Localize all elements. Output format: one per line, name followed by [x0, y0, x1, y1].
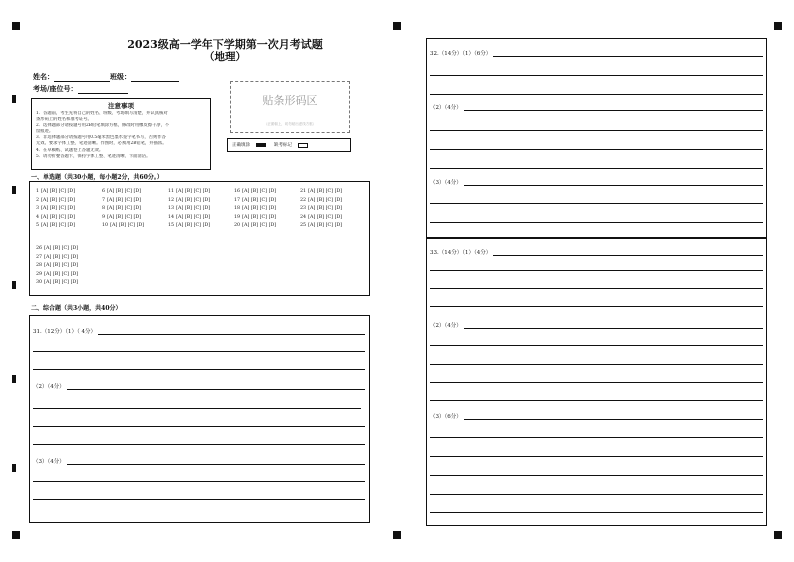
- correct-fill-label: 正确填涂: [232, 143, 250, 148]
- choice-options[interactable]: [A] [B] [C] [D]: [176, 206, 211, 212]
- notice-line: 2．选择题部分请按题号用2B铅笔填涂方框，修改时用橡皮擦干净，不: [36, 123, 170, 129]
- question-number: 17: [234, 197, 241, 203]
- choice-question-6[interactable]: [102, 188, 168, 197]
- answer-line[interactable]: [430, 94, 763, 95]
- answer-line[interactable]: [493, 250, 763, 256]
- answer-line[interactable]: [430, 168, 763, 169]
- q33-part2-label: （2）（4分）: [430, 323, 462, 329]
- corner-mark-top-left: [12, 22, 20, 30]
- choice-options[interactable]: [A] [B] [C] [D]: [308, 189, 343, 194]
- question-number: 10: [102, 223, 109, 229]
- barcode-label: 贴条形码区: [262, 94, 318, 107]
- choice-options[interactable]: [A] [B] [C] [D]: [308, 214, 343, 220]
- question-number: 19: [234, 214, 241, 220]
- q31-part2-label: （2）（4分）: [33, 384, 65, 390]
- notice-line: 3．非选择题部分请按题号用0.5毫米黑色墨水签字笔书写，否则作答: [36, 135, 166, 141]
- choice-question-1[interactable]: [36, 188, 102, 197]
- q32-part2-label: （2）（4分）: [430, 105, 462, 111]
- timing-mark: [12, 375, 16, 383]
- notice-line: 条形码上的姓名和准考证号。: [36, 117, 92, 123]
- notice-line: 1．答题前，考生先将自己的姓名、班级、考场填写清楚，并认真核对: [36, 111, 168, 116]
- q32-part2-header: [430, 103, 763, 111]
- choice-question-8[interactable]: [102, 205, 168, 214]
- choice-options[interactable]: [A] [B] [C] [D]: [242, 214, 277, 220]
- choice-question-16[interactable]: [234, 188, 300, 197]
- choice-question-5[interactable]: [36, 222, 102, 231]
- question-number: 1: [36, 189, 40, 194]
- answer-line[interactable]: [33, 481, 365, 482]
- q33-part2-header: [430, 321, 763, 329]
- room-seat-field[interactable]: [78, 85, 128, 94]
- choice-question-25[interactable]: [300, 222, 366, 231]
- choice-options[interactable]: [A] [B] [C] [D]: [41, 197, 76, 203]
- choice-question-28[interactable]: [36, 262, 102, 271]
- name-class-row: [33, 72, 179, 82]
- choice-question-7[interactable]: [102, 197, 168, 206]
- corner-mark-bottom-left: [12, 531, 20, 539]
- notice-title: 注意事项: [108, 102, 134, 110]
- answer-line[interactable]: [33, 426, 365, 427]
- answer-line[interactable]: [430, 345, 763, 346]
- notice-line: 5．请勿折叠答题卡，保持字体工整、笔迹清晰、卡面清洁。: [36, 153, 151, 159]
- notice-line: 无效。要求字体工整、笔迹清晰。作图时，必须用2B铅笔，并描浓。: [36, 141, 167, 147]
- choice-question-18[interactable]: [234, 205, 300, 214]
- barcode-hint: （正面朝上，切勿贴出虚线方框）: [263, 122, 317, 126]
- timing-mark: [12, 281, 16, 289]
- q32-part3-label: （3）（4分）: [430, 180, 462, 186]
- choice-options[interactable]: [A] [B] [C] [D]: [44, 271, 79, 277]
- timing-mark: [12, 186, 16, 194]
- answer-line[interactable]: [33, 408, 361, 409]
- timing-mark: [12, 95, 16, 103]
- question-number: 23: [300, 206, 307, 212]
- notice-line: 4．在草稿纸、试题卷上答题无效。: [36, 147, 104, 153]
- answer-line[interactable]: [430, 456, 763, 457]
- q33-part1-header: [430, 248, 763, 256]
- choice-question-30[interactable]: [36, 279, 102, 288]
- choice-options[interactable]: [A] [B] [C] [D]: [107, 214, 142, 220]
- question-number: 6: [102, 189, 106, 194]
- choice-question-19[interactable]: [234, 214, 300, 223]
- q32-part3-header: [430, 178, 763, 186]
- q32-answer-box: [426, 38, 767, 238]
- q31-part1-header: [33, 327, 365, 335]
- question-number: 26: [36, 246, 43, 251]
- question-number: 5: [36, 223, 40, 229]
- choice-question-27[interactable]: [36, 254, 102, 263]
- choice-options[interactable]: [A] [B] [C] [D]: [44, 254, 79, 260]
- corner-mark-bottom-right: [774, 531, 782, 539]
- question-number: 16: [234, 189, 241, 194]
- answer-line[interactable]: [430, 364, 763, 365]
- question-number: 29: [36, 271, 43, 277]
- choice-question-20[interactable]: [234, 222, 300, 231]
- q31-part1-label: 31.（12分）（1）（ 4分）: [33, 329, 96, 335]
- answer-line[interactable]: [464, 323, 763, 329]
- q33-part3-header: [430, 412, 763, 420]
- question-number: 28: [36, 263, 43, 269]
- center-mark-top: [393, 22, 401, 30]
- question-number: 13: [168, 206, 175, 212]
- choice-question-22[interactable]: [300, 197, 366, 206]
- center-mark-bottom: [393, 531, 401, 539]
- section-single-choice-label: 一、单选题（共30小题，每小题2分，共60分。）: [31, 174, 163, 181]
- choice-options[interactable]: [A] [B] [C] [D]: [41, 189, 76, 194]
- answer-line[interactable]: [430, 512, 763, 513]
- answer-line[interactable]: [430, 475, 763, 476]
- choice-question-12[interactable]: [168, 197, 234, 206]
- choice-options[interactable]: [A] [B] [C] [D]: [308, 197, 343, 203]
- q33-part3-label: （3）（6分）: [430, 414, 462, 420]
- choice-grid-rows-1-25: [36, 188, 366, 231]
- class-field[interactable]: [131, 73, 179, 82]
- q31-answer-box: [29, 315, 370, 523]
- answer-line[interactable]: [98, 329, 365, 335]
- answer-line[interactable]: [33, 369, 365, 370]
- question-number: 21: [300, 189, 307, 194]
- choice-question-15[interactable]: [168, 222, 234, 231]
- choice-options[interactable]: [A] [B] [C] [D]: [44, 246, 79, 251]
- question-number: 27: [36, 254, 43, 260]
- question-number: 11: [168, 189, 175, 194]
- filled-sample-icon: [256, 143, 266, 147]
- choice-question-4[interactable]: [36, 214, 102, 223]
- choice-options[interactable]: [A] [B] [C] [D]: [41, 214, 76, 220]
- choice-question-3[interactable]: [36, 205, 102, 214]
- answer-line[interactable]: [493, 51, 763, 57]
- q32-part1-header: [430, 49, 763, 57]
- answer-line[interactable]: [430, 494, 763, 495]
- corner-mark-top-right: [774, 22, 782, 30]
- answer-line[interactable]: [464, 180, 763, 186]
- question-number: 2: [36, 197, 40, 203]
- choice-options[interactable]: [A] [B] [C] [D]: [110, 223, 145, 229]
- choice-question-14[interactable]: [168, 214, 234, 223]
- answer-line[interactable]: [430, 437, 763, 438]
- fill-legend: [227, 138, 351, 152]
- choice-question-17[interactable]: [234, 197, 300, 206]
- choice-options[interactable]: [A] [B] [C] [D]: [107, 206, 142, 212]
- answer-line[interactable]: [464, 414, 763, 420]
- absent-checkbox[interactable]: [298, 143, 308, 148]
- choice-question-11[interactable]: [168, 188, 234, 197]
- choice-options[interactable]: [A] [B] [C] [D]: [176, 214, 211, 220]
- choice-options[interactable]: [A] [B] [C] [D]: [308, 223, 343, 229]
- question-number: 25: [300, 223, 307, 229]
- answer-line[interactable]: [33, 499, 365, 500]
- choice-options[interactable]: [A] [B] [C] [D]: [176, 197, 211, 203]
- name-label: 姓名：: [33, 72, 54, 81]
- notice-box: [31, 98, 211, 170]
- q31-part3-label: （3）（4分）: [33, 459, 65, 465]
- q31-part3-header: [33, 457, 365, 465]
- answer-line[interactable]: [67, 459, 365, 465]
- answer-line[interactable]: [430, 270, 763, 271]
- answer-line[interactable]: [430, 306, 763, 307]
- choice-options[interactable]: [A] [B] [C] [D]: [44, 280, 79, 286]
- choice-options[interactable]: [A] [B] [C] [D]: [44, 263, 79, 269]
- choice-options[interactable]: [A] [B] [C] [D]: [308, 206, 343, 212]
- q32-part1-label: 32.（14分）（1）（6分）: [430, 51, 492, 57]
- choice-options[interactable]: [A] [B] [C] [D]: [242, 223, 277, 229]
- question-number: 12: [168, 197, 175, 203]
- choice-options[interactable]: [A] [B] [C] [D]: [41, 206, 76, 212]
- class-label: 班级：: [110, 72, 131, 81]
- answer-line[interactable]: [464, 105, 763, 111]
- answer-line[interactable]: [33, 444, 365, 445]
- q33-part1-label: 33.（14分）（1）（4分）: [430, 250, 492, 256]
- answer-line[interactable]: [430, 75, 763, 76]
- answer-line[interactable]: [430, 149, 763, 150]
- answer-line[interactable]: [430, 288, 763, 289]
- answer-line[interactable]: [430, 203, 763, 204]
- choice-options[interactable]: [A] [B] [C] [D]: [41, 223, 76, 229]
- choice-options[interactable]: [A] [B] [C] [D]: [176, 189, 211, 194]
- choice-question-26[interactable]: [36, 245, 102, 254]
- page-title: 2023级高一学年下学期第一次月考试题: [127, 38, 323, 51]
- barcode-area: [230, 81, 350, 133]
- answer-line[interactable]: [67, 384, 365, 390]
- room-seat-row: [33, 84, 128, 94]
- question-number: 8: [102, 206, 106, 212]
- room-seat-label: 考场/座位号：: [33, 84, 78, 93]
- question-number: 30: [36, 280, 43, 286]
- question-number: 22: [300, 197, 307, 203]
- answer-line[interactable]: [430, 130, 763, 131]
- choice-question-13[interactable]: [168, 205, 234, 214]
- question-number: 20: [234, 223, 241, 229]
- single-choice-grid: [29, 181, 370, 296]
- answer-line[interactable]: [430, 400, 763, 401]
- question-number: 4: [36, 214, 40, 220]
- page-subtitle: （地理）: [204, 51, 246, 63]
- question-number: 18: [234, 206, 241, 212]
- question-number: 15: [168, 223, 175, 229]
- answer-line[interactable]: [430, 222, 763, 223]
- name-field[interactable]: [54, 73, 110, 82]
- answer-line[interactable]: [430, 382, 763, 383]
- choice-options[interactable]: [A] [B] [C] [D]: [107, 189, 142, 194]
- choice-options[interactable]: [A] [B] [C] [D]: [176, 223, 211, 229]
- q31-part2-header: [33, 382, 365, 390]
- answer-line[interactable]: [33, 351, 365, 352]
- choice-question-29[interactable]: [36, 271, 102, 280]
- notice-line: 留痕迹。: [36, 129, 54, 135]
- question-number: 9: [102, 214, 106, 220]
- choice-grid-rows-26-30: [36, 245, 102, 288]
- choice-question-9[interactable]: [102, 214, 168, 223]
- question-number: 24: [300, 214, 307, 220]
- question-number: 7: [102, 197, 106, 203]
- choice-question-24[interactable]: [300, 214, 366, 223]
- choice-question-23[interactable]: [300, 205, 366, 214]
- choice-options[interactable]: [A] [B] [C] [D]: [242, 206, 277, 212]
- timing-mark: [12, 464, 16, 472]
- choice-options[interactable]: [A] [B] [C] [D]: [242, 189, 277, 194]
- choice-question-21[interactable]: [300, 188, 366, 197]
- choice-options[interactable]: [A] [B] [C] [D]: [107, 197, 142, 203]
- section-comprehensive-label: 二、综合题（共3小题，共40分）: [31, 305, 122, 312]
- question-number: 14: [168, 214, 175, 220]
- choice-question-10[interactable]: [102, 222, 168, 231]
- question-number: 3: [36, 206, 40, 212]
- absent-mark-label: 缺考标记: [274, 143, 292, 148]
- choice-options[interactable]: [A] [B] [C] [D]: [242, 197, 277, 203]
- choice-question-2[interactable]: [36, 197, 102, 206]
